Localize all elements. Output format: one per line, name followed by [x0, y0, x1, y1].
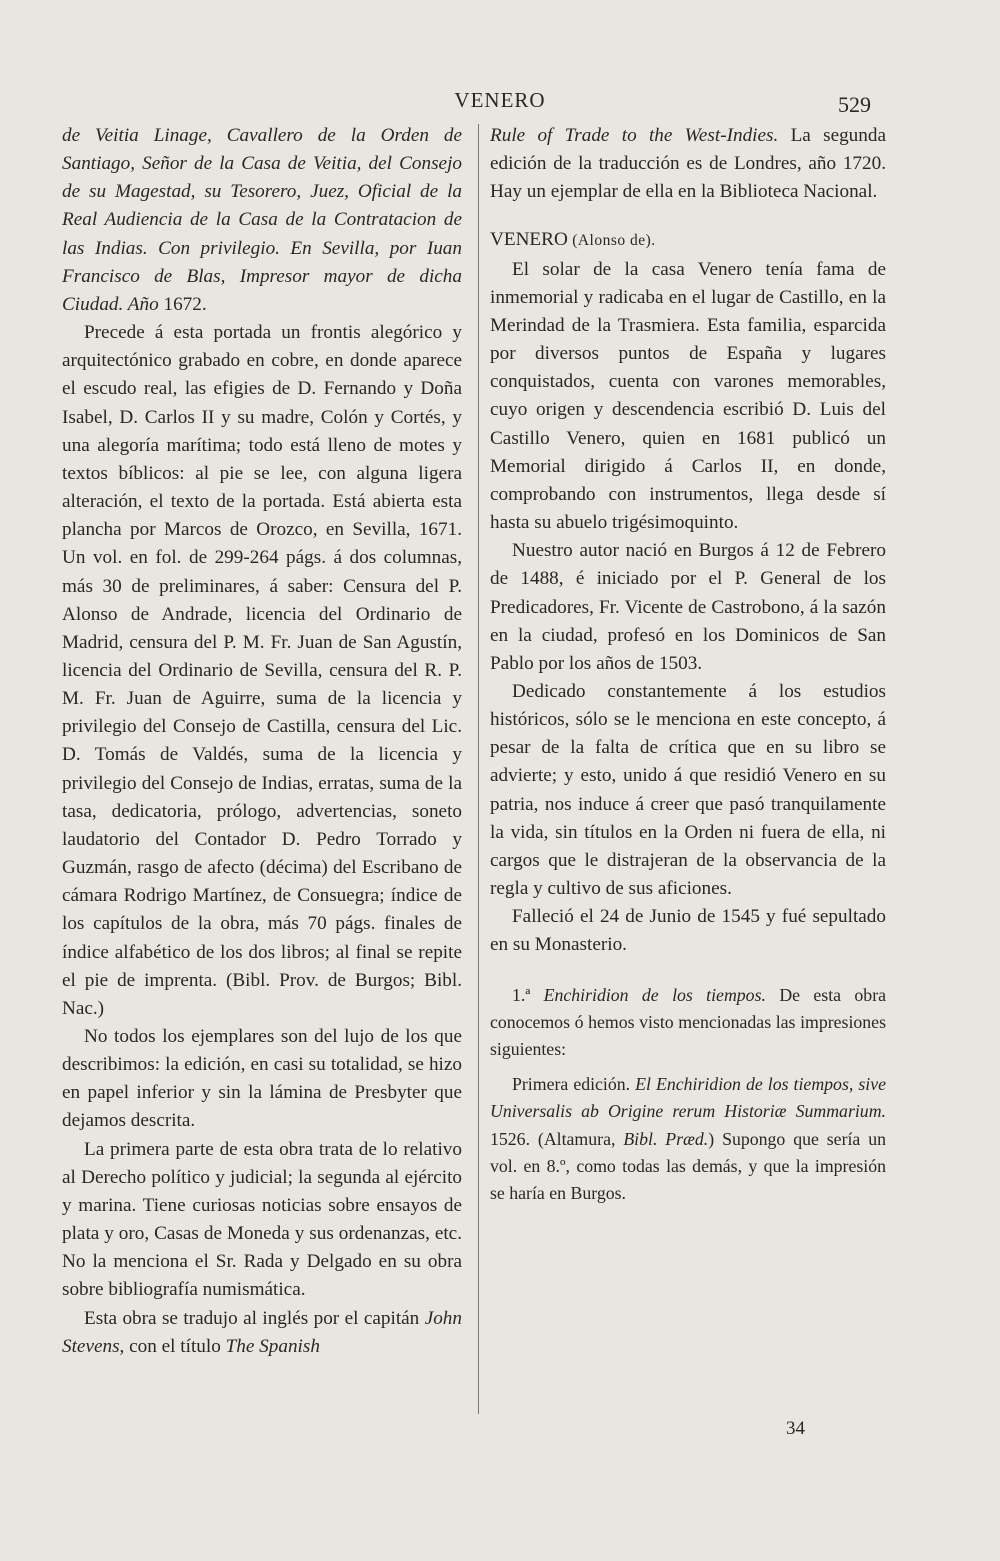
translator-name: John Stevens [62, 1307, 462, 1357]
translation-title-cont: Rule of Trade to the West-Indies. [490, 125, 779, 146]
left-column [62, 122, 462, 1361]
entry-heading [490, 226, 886, 255]
title-continuation [62, 122, 462, 319]
title-text: de Veitia Linage, Cavallero de la Orden de Santiago, Señor de la Casa de Veitia, del Consejo de su Magestad, su Tesorero, Juez, Oficial de la Real Audiencia de la Casa de la Contratacion de las Indias. Con privilegio. En Sevilla, por Iuan Francisco de Blas, Impresor mayor de dicha Ciudad. Año [62, 125, 462, 315]
column-divider [478, 124, 479, 1414]
entry-given-name: (Alonso de). [567, 232, 656, 250]
running-head: VENERO [454, 88, 546, 112]
page-number: 529 [838, 92, 871, 117]
paragraph-frontis: Precede á esta portada un frontis alegórico y arquitectónico grabado en cobre, en donde aparece el escudo real, las efigies de D. Fernando y Doña Isabel, D. Carlos II y su madre, Colón y Cortés, y una alegoría marítima; todo está lleno de motes y textos bíblicos: al pie se lee, con alguna ligera alteración, el texto de la portada. Está abierta esta plancha por Marcos de Orozco, en Sevilla, 1671. Un vol. en fol. de 299-264 págs. á dos columnas, más 30 de preliminares, á saber: Censura del P. Alonso de Andrade, licencia del Ordinario de Madrid, censura del P. M. Fr. Juan de San Agustín, licencia del Ordinario de Sevilla, censura del R. P. M. Fr. Juan de Aguirre, suma de la licencia y privilegio del Consejo de Castilla, censura del Lic. D. Tomás de Valdés, suma de la licencia y privilegio del Consejo de Indias, erratas, suma de la tasa, dedicatoria, prólogo, advertencias, soneto laudatorio del Contador D. Pedro Torrado y Guzmán, rasgo de afecto (décima) del Escribano de cámara Rodrigo Martínez, de Consuegra; índice de los capítulos de la obra, más 70 págs. finales de índice alfabético de los dos libros; al final se repite el pie de imprenta. (Bibl. Prov. de Burgos; Bibl. Nac.) [62, 322, 462, 1019]
bibliography-entry-1: 1.ª Enchiridion de los tiempos. De esta obra conocemos ó hemos visto mencionadas las impresiones siguientes: [490, 984, 887, 1059]
paragraph-traduccion-cont: Rule of Trade to the West-Indies. La segunda edición de la traducción es de Londres, año 1720. Hay un ejemplar de ella en la Biblioteca Nacional. [490, 125, 886, 203]
paragraph-ejemplares: No todos los ejemplares son del lujo de los que describimos: la edición, en casi su totalidad, se hizo en papel inferior y sin la lámina de Presbyter que dejamos descrita. [62, 1026, 462, 1132]
paragraph-nacimiento: Nuestro autor nació en Burgos á 12 de Febrero de 1488, é iniciado por el P. General de los Predicadores, Fr. Vicente de Castrobono, á la sazón en la ciudad, profesó en los Dominicos de San Pablo por los años de 1503. [490, 540, 886, 674]
title-year: 1672. [158, 293, 207, 315]
paragraph-traduccion: Esta obra se tradujo al inglés por el capitán John Stevens, con el título The Spanish [62, 1307, 462, 1357]
edition-title: El Enchiridion de los tiempos, sive Universalis ab Origine rerum Historiæ Summarium. [490, 1074, 886, 1122]
reference-abbrev: Bibl. Præd. [623, 1128, 709, 1149]
bibliography-edition-1: Primera edición. El Enchiridion de los tiempos, sive Universalis ab Origine rerum Historiæ Summarium. 1526. (Altamura, Bibl. Præd.) Supongo que sería un vol. en 8.º, como todas las demás, y que la impresión se haría en Burgos. [490, 1074, 886, 1203]
entry-name: VENERO [490, 229, 568, 251]
signature-mark: 34 [786, 1418, 805, 1439]
paragraph-fallecimiento: Falleció el 24 de Junio de 1545 y fué sepultado en su Monasterio. [490, 906, 886, 956]
paragraph-estudios: Dedicado constantemente á los estudios históricos, sólo se le menciona en este concepto, á pesar de la falta de crítica que en su libro se advierte; y esto, unido á que residió Venero en su patria, nos induce á creer que pasó tranquilamente la vida, sin títulos en la Orden ni fuera de ella, ni cargos que le distrajeran de la observancia de la regla y cultivo de sus aficiones. [490, 680, 886, 900]
translation-title: The Spanish [225, 1335, 320, 1357]
paragraph-solar: El solar de la casa Venero tenía fama de inmemorial y radicaba en el lugar de Castillo, en la Merindad de la Trasmiera. Esta familia, esparcida por diversos puntos de España y lugares conquistados, cuenta con varones memorables, cuyo origen y descendencia escribió D. Luis del Castillo Venero, quien en 1681 publicó un Memorial dirigido á Carlos II, en donde, comprobando con instrumentos, llega desde sí hasta su abuelo trigésimoquinto. [490, 258, 886, 534]
right-column [490, 122, 886, 1207]
work-title: Enchiridion de los tiempos. [543, 984, 766, 1005]
paragraph-primera-parte: La primera parte de esta obra trata de lo relativo al Derecho político y judicial; la segunda al ejército y marina. Tiene curiosas noticias sobre ensayos de plata y oro, Casas de Moneda y sus ordenanzas, etc. No la menciona el Sr. Rada y Delgado en su obra sobre bibliografía numismática. [62, 1138, 462, 1301]
